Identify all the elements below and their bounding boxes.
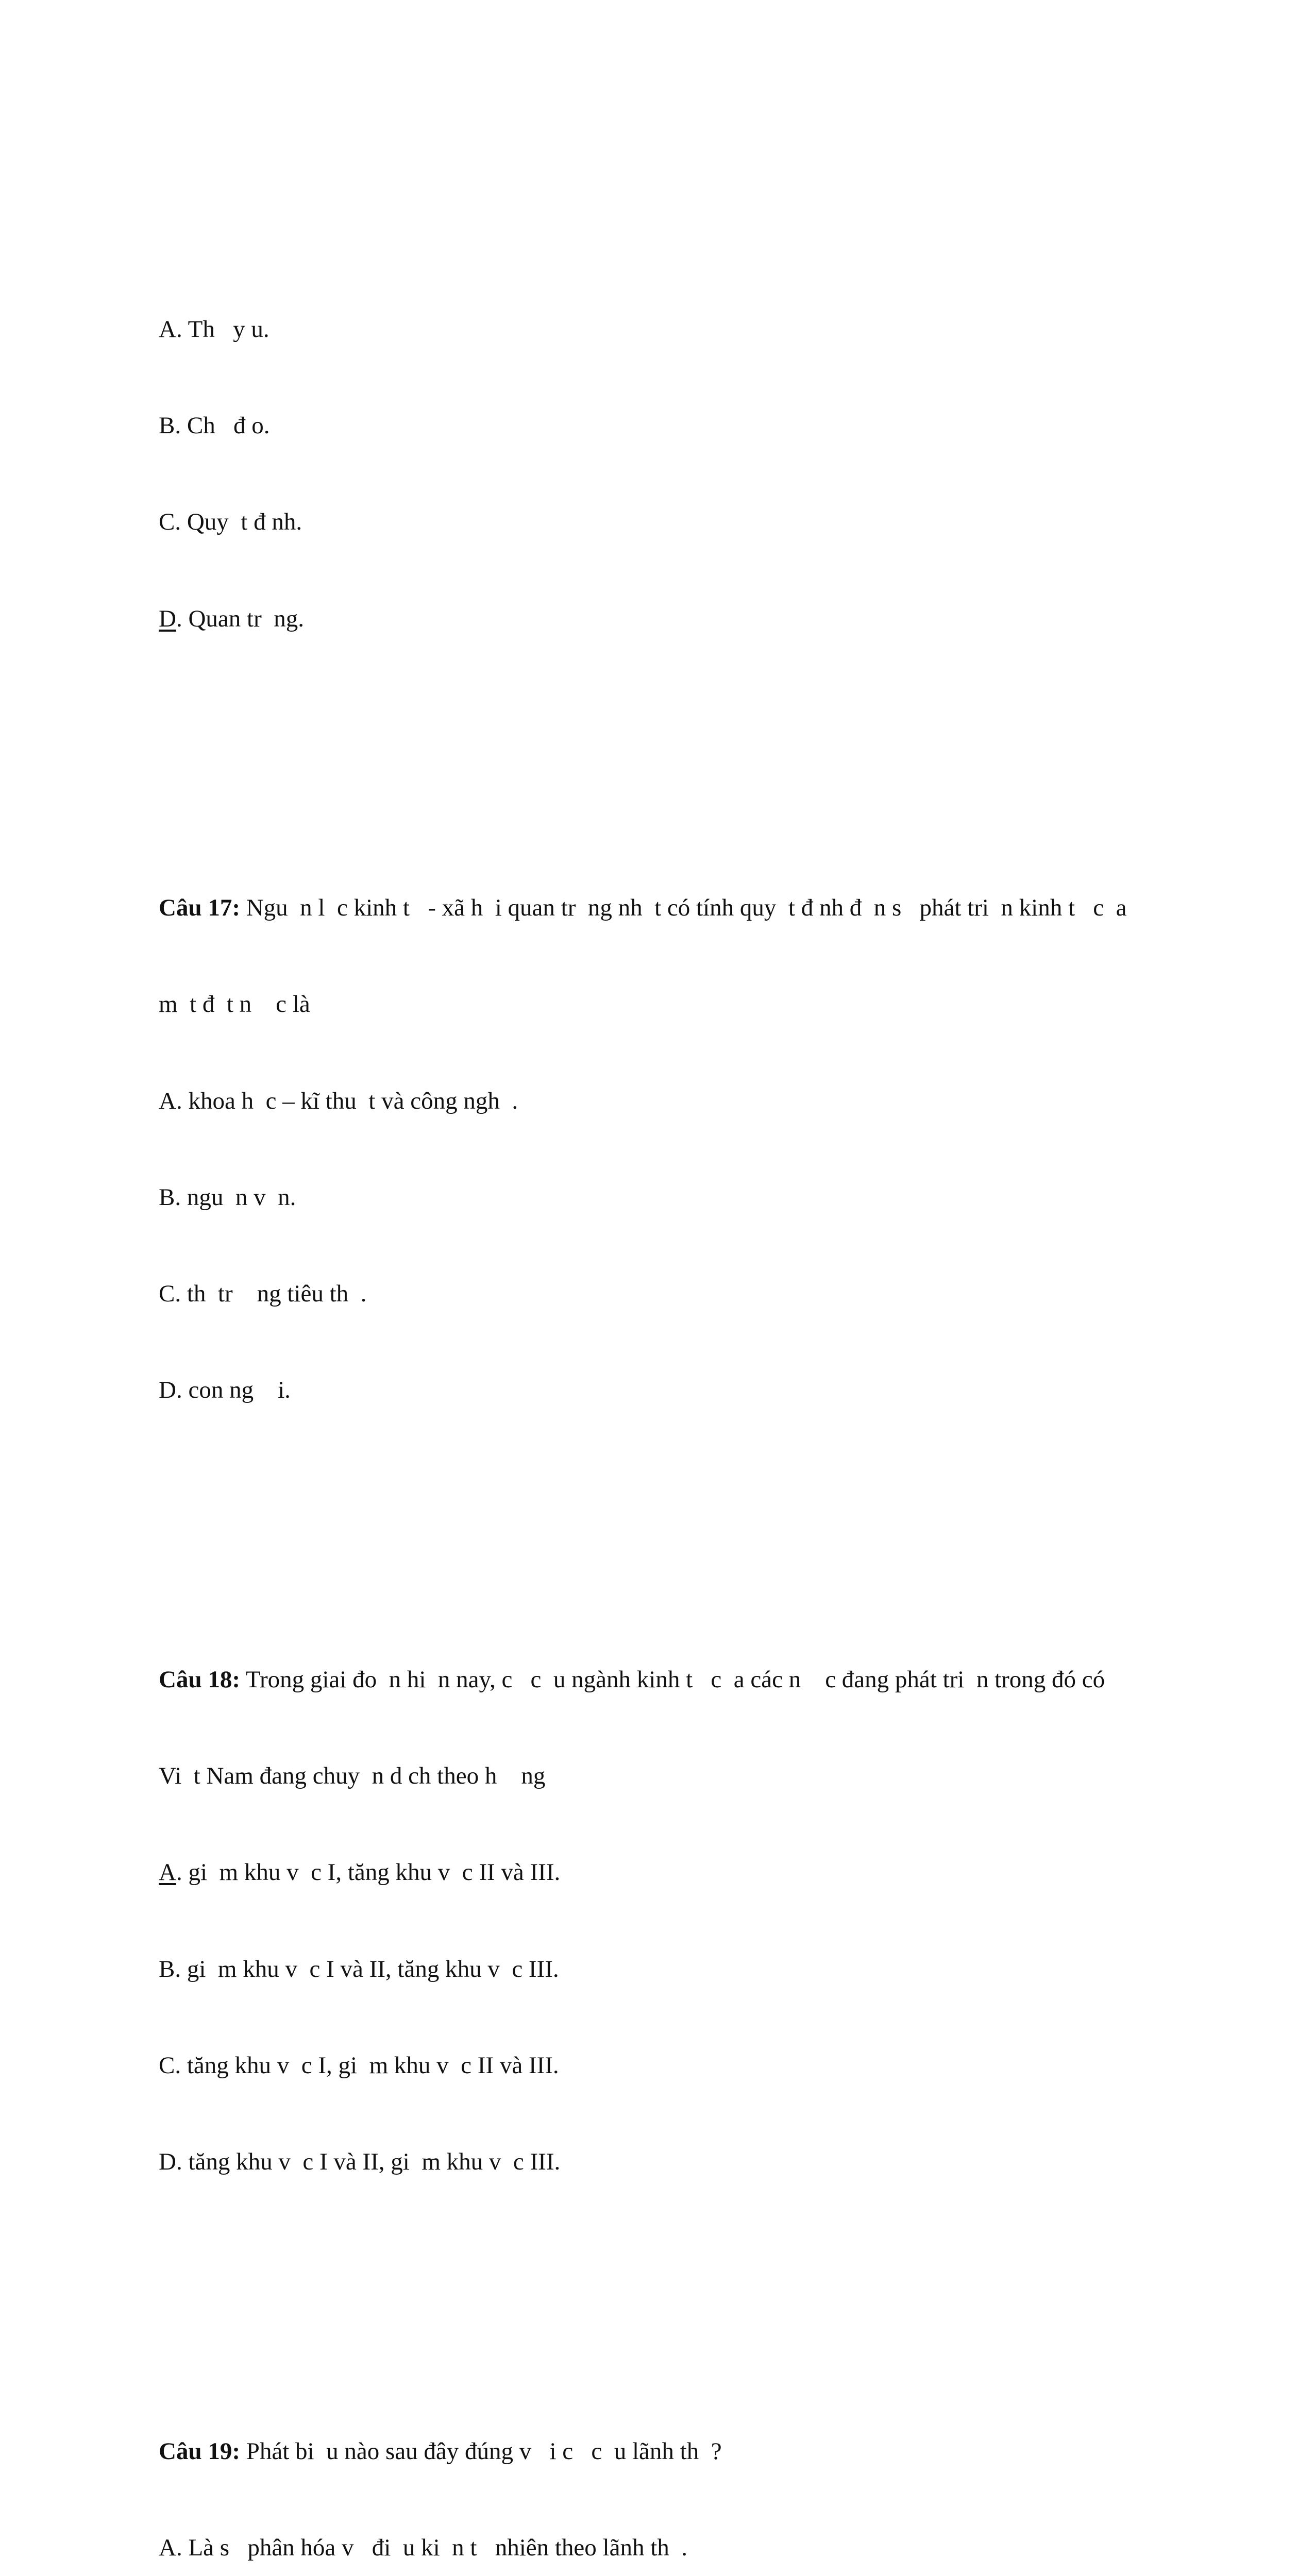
answer-option [159,2049,1272,2081]
question-stem-text: Ngu n l c kinh t - xã h i quan tr ng nh t có tính quy t đ nh đ n s phát tri n kinh t c a [240,894,1127,922]
answer-text: . gi m khu v c I và II, tăng khu v c III. [175,1955,559,1982]
answer-letter: D [159,1377,176,1404]
answer-text: . Là s phân hóa v đi u ki n t nhiên theo lãnh th . [176,2534,688,2561]
answer-text: . th tr ng tiêu th . [175,1280,367,1308]
question-label: Câu 18: [159,1666,240,1693]
document-page [159,152,1272,2576]
question-stem [159,2435,1272,2467]
question-stem [159,892,1272,924]
answer-text: . Quy t đ nh. [175,509,302,536]
question-18 [159,1599,1272,2242]
answer-letter: A [159,1087,176,1114]
answer-option [159,1085,1272,1117]
answer-option [159,1856,1272,1888]
answer-text: . con ng i. [176,1377,291,1404]
answer-letter: A [159,2534,176,2561]
answer-text: . Th y u. [176,316,269,343]
question-label: Câu 19: [159,2437,240,2465]
answer-option [159,313,1272,345]
answer-text: . khoa h c – kĩ thu t và công ngh . [176,1087,518,1114]
answer-text: . Ch đ o. [175,412,270,439]
answer-letter: A [159,316,176,343]
answer-option [159,1953,1272,1985]
answer-option [159,2532,1272,2564]
answer-option [159,2146,1272,2178]
question-stem-text: Phát bi u nào sau đây đúng v i c c u lãnh th ? [240,2437,722,2465]
answer-text: . tăng khu v c I và II, gi m khu v c III. [176,2148,561,2175]
answer-option [159,1278,1272,1310]
answer-letter: B [159,1955,175,1982]
question-stem-continued: m t đ t n c là [159,991,310,1018]
answer-letter-correct: A [159,1859,176,1886]
answer-text: . tăng khu v c I, gi m khu v c II và III. [175,2052,559,2079]
answer-option [159,410,1272,442]
answer-list-prev [159,249,1272,699]
answer-letter: C [159,509,175,536]
answer-text: . ngu n v n. [175,1183,296,1211]
question-label: Câu 17: [159,894,240,922]
answer-letter: D [159,2148,176,2175]
answer-option [159,603,1272,635]
question-stem-text: Trong giai đo n hi n nay, c c u ngành kinh t c a các n c đang phát tri n trong đó có [240,1666,1105,1693]
answer-letter: C [159,2052,175,2079]
question-17 [159,827,1272,1470]
answer-letter: B [159,412,175,439]
answer-option [159,506,1272,538]
answer-text: . gi m khu v c I, tăng khu v c II và III. [176,1859,561,1886]
answer-letter: C [159,1280,175,1308]
question-stem [159,1664,1272,1696]
question-19 [159,2371,1272,2576]
answer-option [159,1181,1272,1213]
question-stem-continued: Vi t Nam đang chuy n d ch theo h ng [159,1762,546,1790]
answer-text: . Quan tr ng. [176,605,304,632]
answer-letter-correct: D [159,605,176,632]
answer-option [159,1374,1272,1406]
answer-letter: B [159,1183,175,1211]
